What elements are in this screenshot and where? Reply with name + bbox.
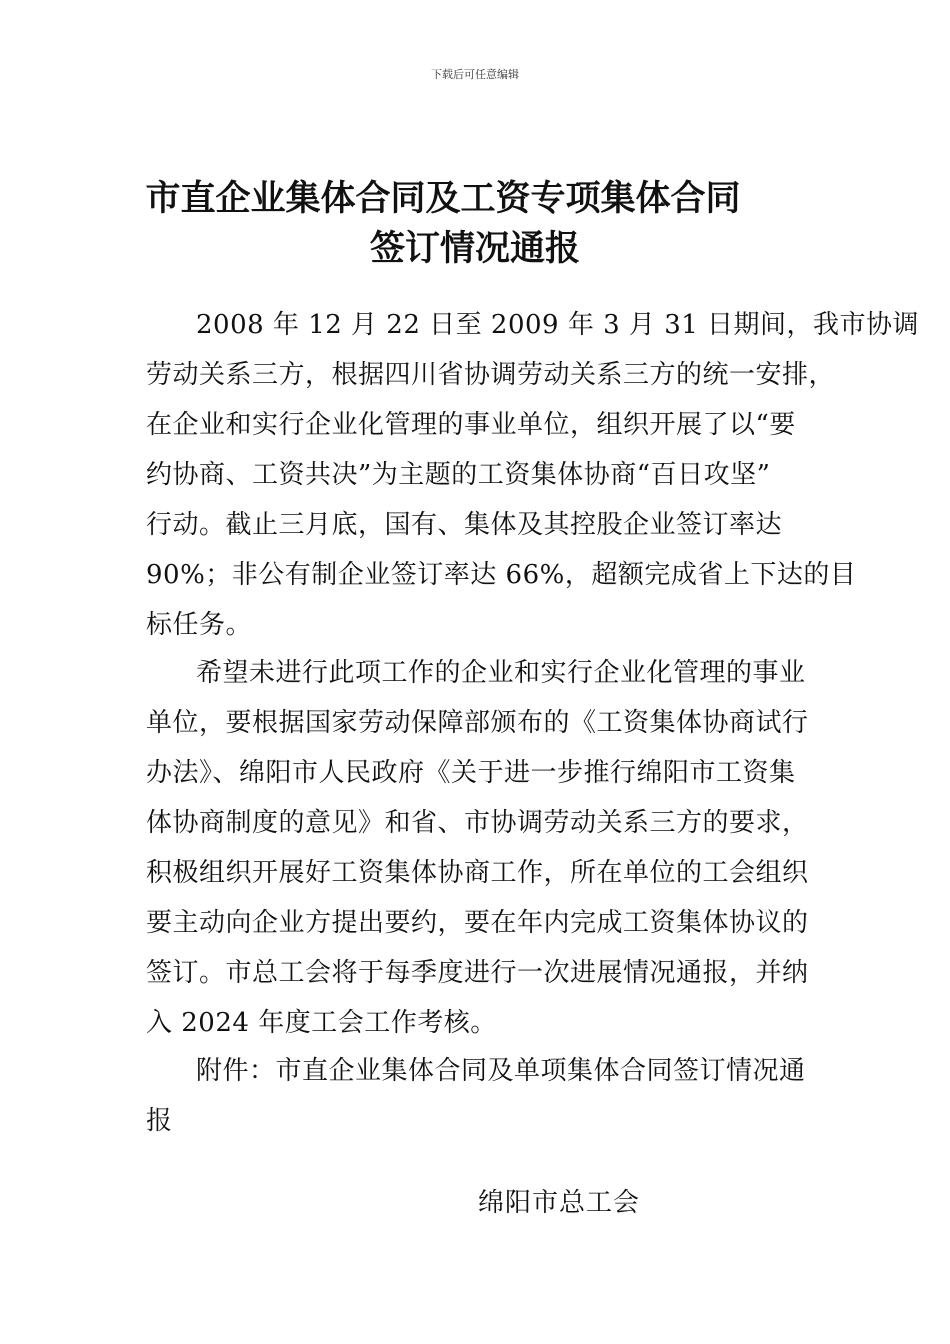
body-line: 2008 年 12 月 22 日至 2009 年 3 月 31 日期间，我市协调 [196,310,920,340]
body-line: 办法》、绵阳市人民政府《关于进一步推行绵阳市工资集 [146,758,796,788]
body-line: 入 2024 年度工会工作考核。 [146,1008,497,1038]
body-line: 标任务。 [146,610,253,640]
body-line: 约协商、工资共决”为主题的工资集体协商“百日攻坚” [146,460,771,490]
body-line: 90%；非公有制企业签订率达 66%，超额完成省上下达的目 [146,560,857,590]
document-title-line-1: 市直企业集体合同及工资专项集体合同 [145,179,741,219]
body-line: 在企业和实行企业化管理的事业单位，组织开展了以“要 [146,410,796,440]
signature: 绵阳市总工会 [478,1188,641,1218]
body-line: 积极组织开展好工资集体协商工作，所在单位的工会组织 [146,858,809,888]
body-line: 签订。市总工会将于每季度进行一次进展情况通报，并纳 [146,958,809,988]
body-line: 希望未进行此项工作的企业和实行企业化管理的事业 [196,658,806,688]
document-title-line-2: 签订情况通报 [369,229,580,269]
header-note: 下载后可任意编辑 [431,68,519,81]
body-line: 要主动向企业方提出要约，要在年内完成工资集体协议的 [146,908,809,938]
body-line: 单位，要根据国家劳动保障部颁布的《工资集体协商试行 [146,708,809,738]
body-line: 体协商制度的意见》和省、市协调劳动关系三方的要求， [146,808,809,838]
body-line: 行动。截止三月底，国有、集体及其控股企业签订率达 [146,510,783,540]
attachment-line: 报 [146,1106,173,1136]
attachment-line: 附件：市直企业集体合同及单项集体合同签订情况通 [196,1056,806,1086]
body-line: 劳动关系三方，根据四川省协调劳动关系三方的统一安排， [146,360,836,390]
